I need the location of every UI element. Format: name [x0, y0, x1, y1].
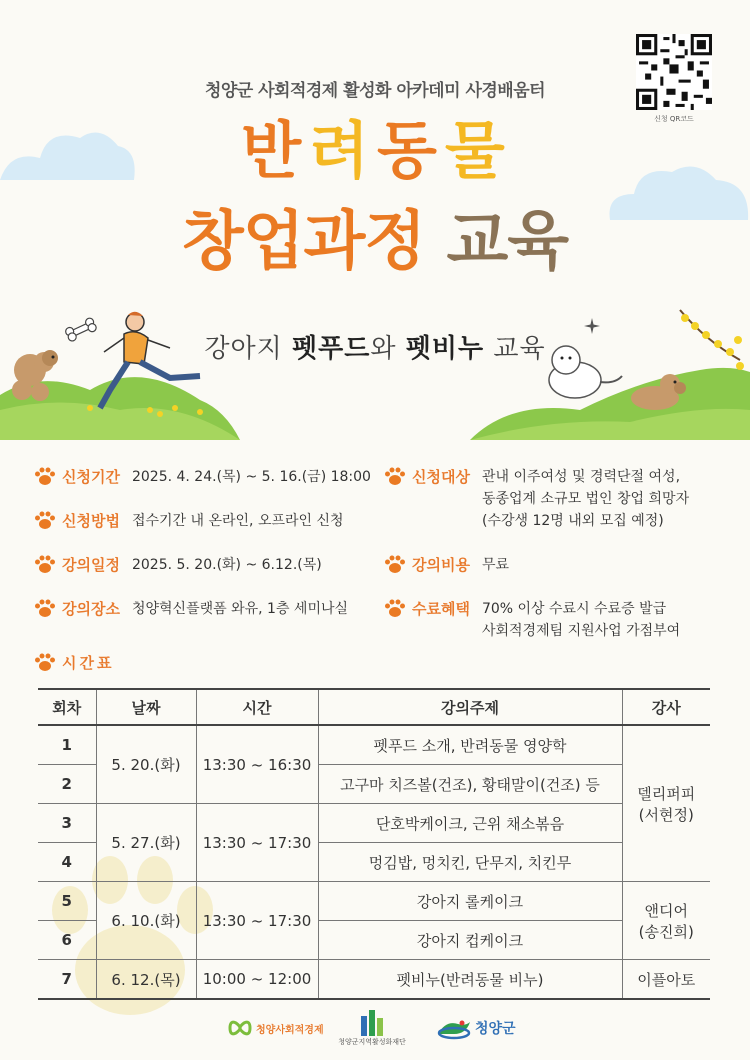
info-line: 동종업계 소규모 법인 창업 희망자: [481, 491, 690, 507]
session-number: 7: [38, 960, 96, 1000]
info-value: [482, 466, 689, 532]
info-value: [482, 598, 680, 642]
session-topic: 강아지 롤케이크: [318, 882, 622, 921]
title-part-orange: 창업과정: [181, 205, 426, 279]
table-row: [38, 882, 710, 921]
logo-text-county: 청양군: [475, 1021, 516, 1037]
session-topic: 고구마 치즈볼(건조), 황태말이(건조) 등: [318, 765, 622, 804]
footer-logo-foundation: [312, 1008, 432, 1048]
logo-text-foundation: 청양군지역활성화재단: [338, 1038, 406, 1046]
info-label: 수료혜택: [412, 600, 470, 618]
session-number: 3: [38, 804, 96, 843]
paw-icon: [384, 554, 406, 574]
info-line: 사회적경제팀 지원사업 가점부여: [481, 623, 681, 639]
paw-icon: [34, 554, 56, 574]
session-date: 6. 12.(목): [96, 960, 196, 1000]
header-time: 시간: [196, 689, 318, 725]
info-schedule: [34, 554, 322, 576]
info-line: 관내 이주여성 및 경력단절 여성,: [481, 469, 681, 485]
title-line-2: [0, 205, 750, 279]
paw-icon: [34, 652, 56, 672]
footer-logo-social-economy: [226, 1008, 324, 1048]
tagline-text: 교육: [484, 334, 546, 364]
title-part-brown: 교육: [446, 205, 569, 279]
white-dog-illustration: [549, 346, 622, 398]
info-value: 청양혁신플랫폼 와유, 1층 세미나실: [131, 601, 349, 617]
instructor-person: (송진희): [638, 922, 694, 941]
infinity-logo-icon: [226, 1017, 254, 1039]
instructor-name: 앤디어: [644, 901, 688, 920]
session-number: 4: [38, 843, 96, 882]
info-label: 신청방법: [62, 512, 120, 530]
session-number: 1: [38, 725, 96, 765]
session-instructor: [622, 882, 710, 960]
tagline-petsoap: 펫비누: [405, 334, 485, 364]
session-number: 5: [38, 882, 96, 921]
schedule-table: [38, 688, 710, 1000]
session-topic: 펫비누(반려동물 비누): [318, 960, 622, 1000]
session-date: 5. 27.(화): [96, 804, 196, 882]
header-session: 회차: [38, 689, 96, 725]
session-time: 13:30 ~ 17:30: [196, 882, 318, 960]
left-illustration: [0, 300, 240, 440]
table-row: [38, 960, 710, 1000]
info-value: 2025. 4. 24.(목) ~ 5. 16.(금) 18:00: [131, 469, 371, 485]
header-date: 날짜: [96, 689, 196, 725]
timetable-label: 시간표: [62, 654, 115, 672]
info-target: [384, 466, 689, 532]
logo-text-social-economy: 청양사회적경제: [256, 1024, 324, 1036]
bone-illustration: [64, 317, 97, 342]
header-topic: 강의주제: [318, 689, 622, 725]
info-label: 강의비용: [412, 556, 470, 574]
paw-icon: [384, 598, 406, 618]
table-row: [38, 725, 710, 765]
foundation-logo-icon: [359, 1008, 385, 1036]
session-instructor: [622, 725, 710, 882]
session-instructor: 이플아토: [622, 960, 710, 1000]
qr-code-image[interactable]: [636, 34, 712, 110]
paw-icon: [34, 466, 56, 486]
session-topic: 단호박케이크, 근위 채소볶음: [318, 804, 622, 843]
tagline-petfood: 펫푸드: [292, 334, 371, 364]
info-label: 신청기간: [62, 468, 120, 486]
info-label: 강의일정: [62, 556, 120, 574]
session-topic: 강아지 컵케이크: [318, 921, 622, 960]
session-topic: 펫푸드 소개, 반려동물 영양학: [318, 725, 622, 765]
title-char: 동: [377, 114, 441, 187]
info-value: 접수기간 내 온라인, 오프라인 신청: [131, 513, 344, 529]
header-instructor: 강사: [622, 689, 710, 725]
session-topic: 멍김밥, 멍치킨, 단무지, 치킨무: [318, 843, 622, 882]
info-line: (수강생 12명 내외 모집 예정): [481, 513, 664, 529]
instructor-person: (서현정): [638, 805, 694, 824]
session-time: 10:00 ~ 12:00: [196, 960, 318, 1000]
info-benefit: [384, 598, 680, 642]
session-date: 6. 10.(화): [96, 882, 196, 960]
session-number: 6: [38, 921, 96, 960]
session-number: 2: [38, 765, 96, 804]
info-apply-period: [34, 466, 371, 488]
tagline-text: 강아지: [204, 334, 292, 364]
session-date: 5. 20.(화): [96, 725, 196, 804]
footer-logo-county: [436, 1008, 516, 1048]
info-value: 2025. 5. 20.(화) ~ 6.12.(목): [131, 557, 322, 573]
info-apply-method: [34, 510, 344, 532]
qr-label: 신청 QR코드: [654, 115, 694, 123]
table-header-row: [38, 689, 710, 725]
info-line: 70% 이상 수료시 수료증 발급: [481, 601, 667, 617]
instructor-name: 델리퍼피: [637, 784, 696, 803]
table-row: [38, 804, 710, 843]
program-subtitle: 청양군 사회적경제 활성화 아카데미 사경배움터: [204, 81, 546, 101]
info-label: 신청대상: [412, 468, 470, 486]
paw-icon: [34, 598, 56, 618]
title-char: 반: [241, 114, 306, 187]
right-illustration: [470, 300, 750, 440]
info-label: 강의장소: [62, 600, 120, 618]
session-time: 13:30 ~ 17:30: [196, 804, 318, 882]
title-char: 물: [444, 114, 509, 187]
title-char: 려: [309, 114, 373, 187]
info-fee: [384, 554, 509, 576]
timetable-heading: [34, 652, 126, 674]
info-value: 무료: [481, 557, 510, 573]
paw-icon: [384, 466, 406, 486]
county-logo-icon: [436, 1016, 472, 1040]
tagline-text: 와: [370, 334, 406, 364]
paw-icon: [34, 510, 56, 530]
info-venue: [34, 598, 348, 620]
session-time: 13:30 ~ 16:30: [196, 725, 318, 804]
